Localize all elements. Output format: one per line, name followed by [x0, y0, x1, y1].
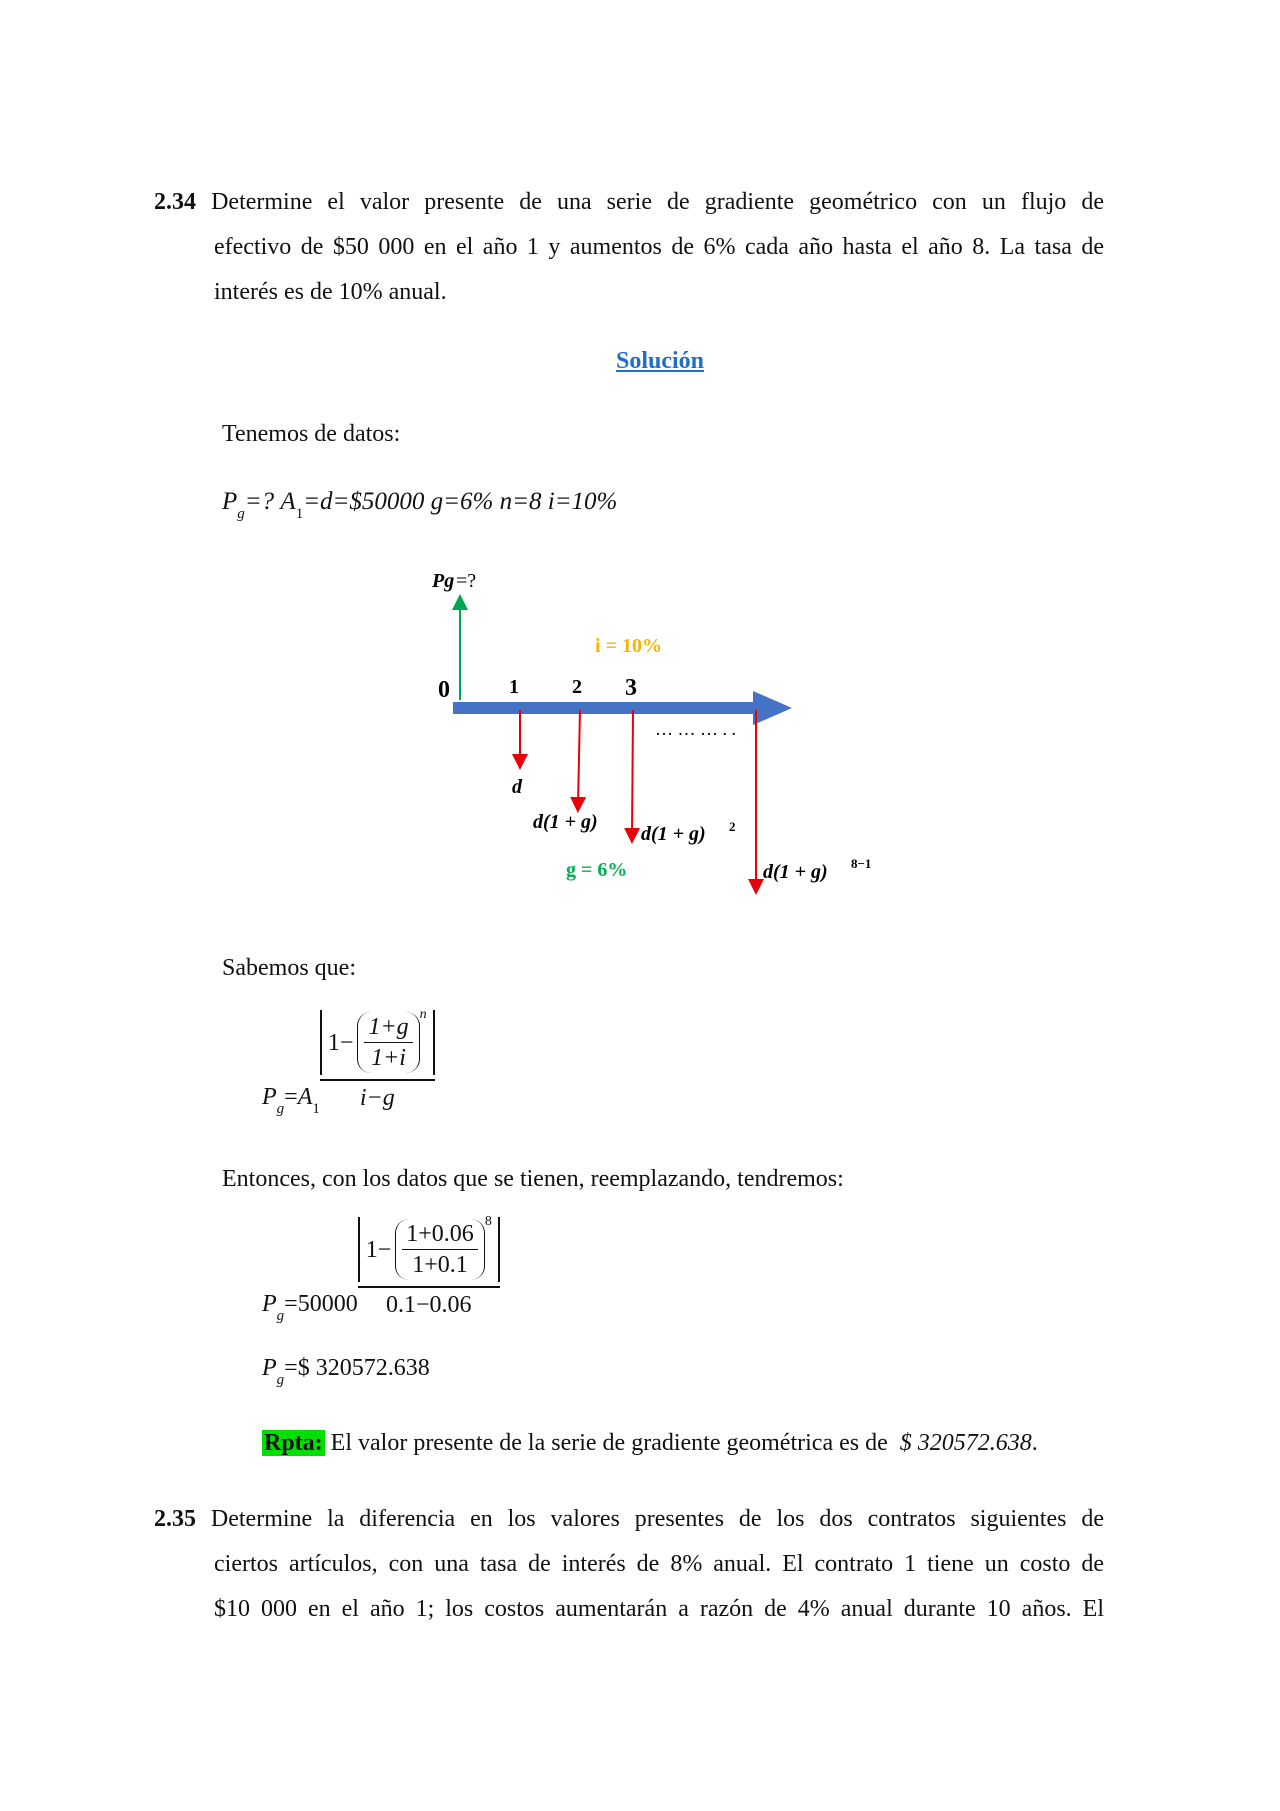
problem-235-line3: $10 000 en el año 1; los costos aumentarán a razón de 4% anual durante 10 años. El — [214, 1596, 1104, 1622]
flow-exp-8: 8−1 — [851, 856, 872, 871]
period-3: 3 — [625, 675, 637, 701]
problem-235-text: Determine la diferencia en los valores presentes de los dos contratos siguientes de — [210, 1506, 1104, 1532]
formula2-num: 1+0.06 — [402, 1219, 478, 1250]
problem-235-line2: ciertos artículos, con una tasa de interés de 8% anual. El contrato 1 tiene un costo de — [214, 1551, 1104, 1577]
answer-value: $ 320572.638 — [899, 1430, 1032, 1456]
flow-label-2: d(1 + g) — [533, 811, 598, 833]
formula-a: A — [297, 1084, 313, 1110]
flow-label-1: d — [512, 776, 522, 798]
pg-sub: g — [237, 506, 245, 522]
pg-symbol: P — [222, 488, 238, 515]
answer-line — [262, 1430, 1038, 1457]
know-intro: Sabemos que: — [222, 955, 356, 981]
result-lhs-sub: g — [276, 1372, 285, 1388]
data-intro: Tenemos de datos: — [222, 421, 401, 447]
problem-234-line1 — [154, 180, 1104, 225]
formula2-eq: =50000 — [284, 1291, 358, 1317]
data-values: =d=$50000 g=6% n=8 i=10% — [303, 488, 618, 515]
formula2-denominator: 0.1−0.06 — [385, 1292, 472, 1318]
replace-intro: Entonces, con los datos que se tienen, reemplazando, tendremos: — [222, 1166, 844, 1192]
flow-arrow-2 — [578, 710, 580, 805]
timeline-dots: … … … . . — [655, 719, 736, 739]
flow-label-3: d(1 + g) — [641, 823, 706, 845]
result-value: =$ 320572.638 — [284, 1355, 430, 1381]
general-formula — [262, 1006, 435, 1117]
formula-bracket — [320, 1006, 435, 1075]
problem-234-line2: efectivo de $50 000 en el año 1 y aumentos de 6% cada año hasta el año 8. La tasa de — [214, 234, 1104, 260]
formula2-lhs: P — [262, 1291, 277, 1317]
timeline-bar — [453, 702, 753, 714]
answer-tag: Rpta: — [264, 1430, 323, 1456]
result-lhs: P — [262, 1355, 277, 1381]
formula-a-sub: 1 — [312, 1101, 320, 1117]
formula2-den: 1+0.1 — [412, 1252, 468, 1278]
formula-den: 1+i — [371, 1045, 406, 1071]
formula-fraction — [320, 1006, 435, 1115]
formula2-bracket — [358, 1213, 500, 1282]
formula-num: 1+g — [364, 1012, 412, 1043]
formula-exp: n — [419, 1006, 427, 1022]
flow-label-8: d(1 + g) — [763, 861, 828, 883]
formula-paren — [357, 1012, 419, 1073]
formula2-exp: 8 — [484, 1213, 492, 1229]
cash-flow-diagram — [420, 560, 900, 920]
formula-one-minus: 1− — [327, 1029, 354, 1056]
problem-number: 2.34 — [154, 189, 196, 215]
substituted-formula — [262, 1213, 500, 1324]
period-2: 2 — [572, 676, 582, 698]
answer-text: El valor presente de la serie de gradiente geométrica es de — [324, 1430, 894, 1456]
timeline-arrowhead — [753, 691, 792, 725]
problem-235-line1 — [154, 1497, 1104, 1542]
formula-eq: = — [284, 1084, 298, 1110]
a-symbol: A — [280, 488, 296, 515]
data-line — [222, 488, 618, 522]
result-line — [262, 1355, 430, 1388]
formula-lhs: P — [262, 1084, 277, 1110]
period-0: 0 — [438, 677, 450, 703]
formula2-one-minus: 1− — [365, 1236, 392, 1263]
problem-text: Determine el valor presente de una serie de gradiente geométrico con un flujo de — [211, 189, 1104, 215]
period-1: 1 — [509, 676, 519, 698]
problem-234-line3: interés es de 10% anual. — [214, 279, 447, 305]
formula-lhs-sub: g — [276, 1101, 285, 1117]
growth-label: g = 6% — [566, 859, 628, 881]
answer-period: . — [1031, 1430, 1038, 1456]
pg-eq: =? — [244, 488, 275, 515]
flow-arrow-3 — [632, 710, 633, 836]
formula2-lhs-sub: g — [276, 1308, 285, 1324]
flow-exp-3: 2 — [729, 819, 736, 834]
pg-eq-label: =? — [456, 570, 477, 592]
a-sub: 1 — [295, 506, 304, 522]
rate-label: i = 10% — [595, 635, 662, 657]
formula-denominator: i−g — [359, 1085, 395, 1111]
formula2-paren — [395, 1219, 485, 1280]
problem-number-235: 2.35 — [154, 1506, 196, 1532]
pg-label: Pg — [432, 570, 455, 592]
formula2-fraction — [358, 1213, 500, 1322]
solution-title: Solución — [615, 348, 705, 374]
